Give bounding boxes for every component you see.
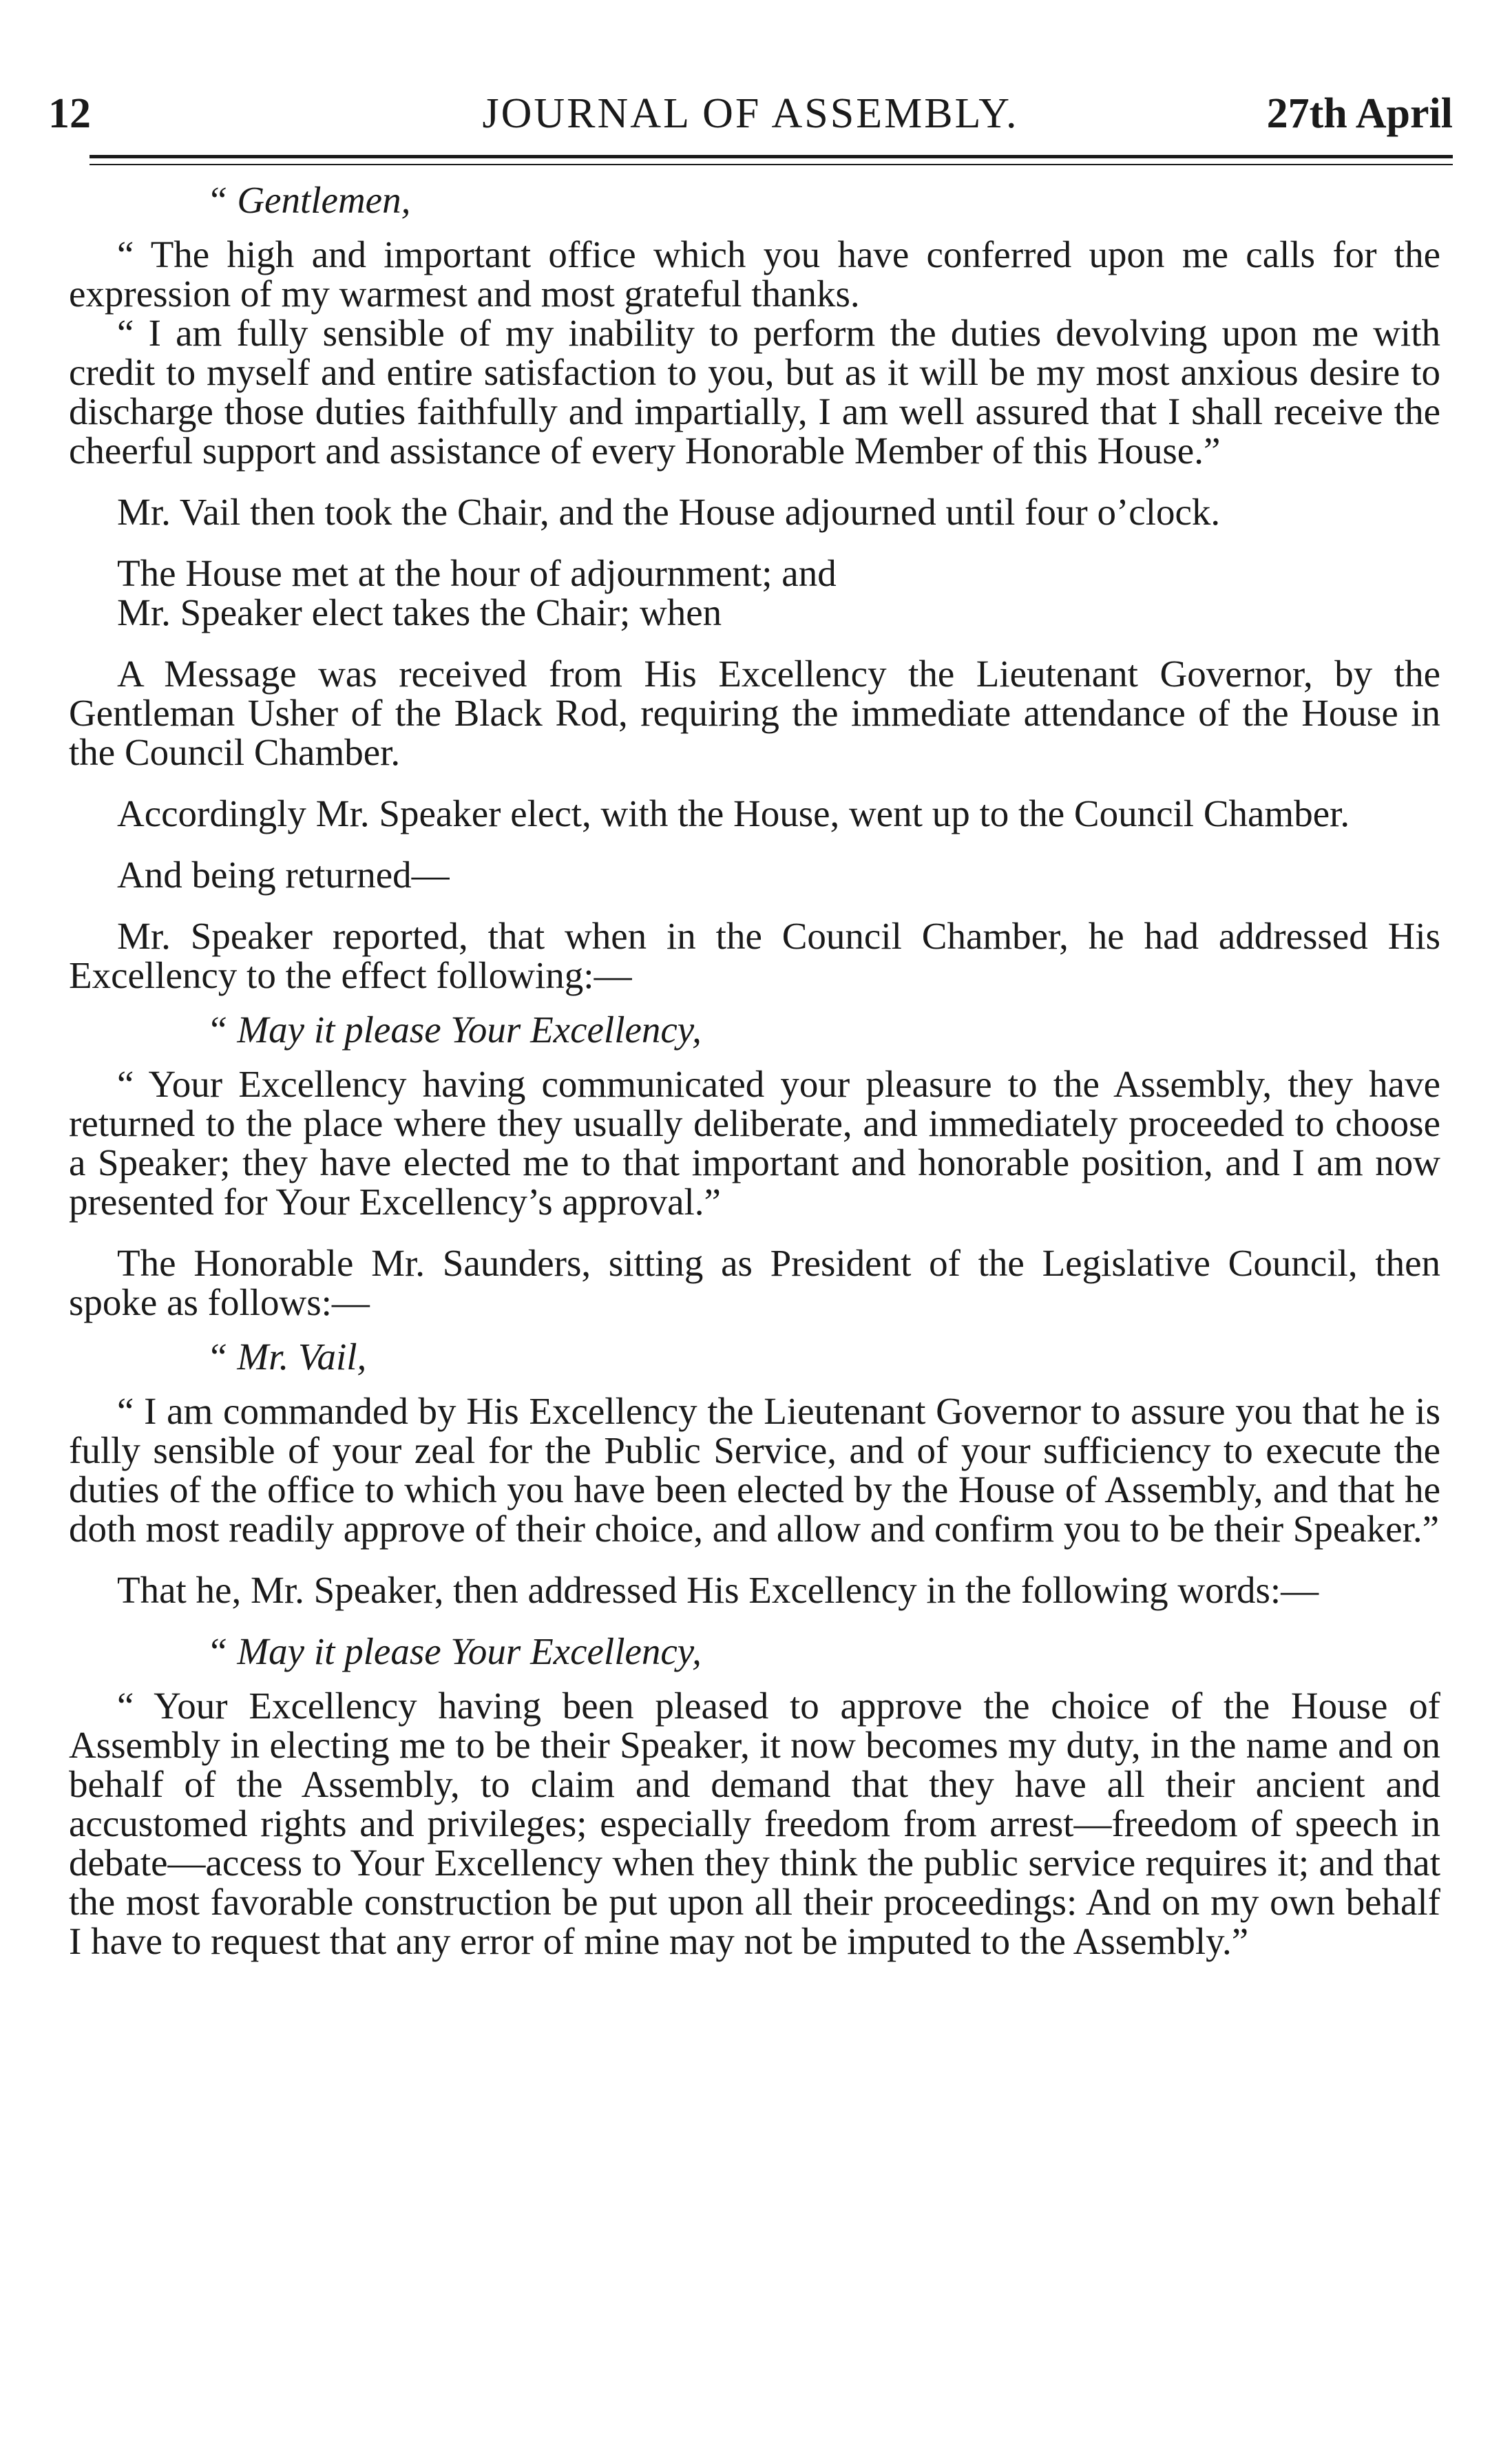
speech-paragraph: “ Your Excellency having communicated your pleasure to the Assembly, they have returned to the place where they usually deliberate, and immediately proceeded to choose a Speaker; they have elected me to that important and honorable position, and I am now presented for Your Excellency’s approval.”: [69, 1063, 1440, 1223]
journal-title: JOURNAL OF ASSEMBLY.: [482, 90, 1019, 137]
header-rule-thick: [90, 155, 1453, 158]
header-rule-thin: [90, 164, 1453, 165]
header-date: 27th April: [1266, 90, 1453, 137]
page-number: 12: [48, 90, 91, 137]
salutation-excellency: “ May it please Your Excellency,: [207, 1630, 702, 1672]
proceedings-paragraph: A Message was received from His Excellency the Lieutenant Governor, by the Gentleman Usher of the Black Rod, requiring the immediate attendance of the House in the Council Chamber.: [69, 653, 1440, 773]
proceedings-paragraph: Mr. Vail then took the Chair, and the House adjourned until four o’clock.: [117, 491, 1221, 533]
salutation-excellency: “ May it please Your Excellency,: [207, 1009, 702, 1051]
speech-paragraph: “ I am fully sensible of my inability to perform the duties devolving upon me with credit to myself and entire satisfaction to you, but as it will be my most anxious desire to discharge those duties faithfully and impartially, I am well assured that I shall receive the cheerful support and assistance of every Honorable Member of this House.”: [69, 312, 1440, 472]
proceedings-line: The House met at the hour of adjournment; and: [117, 552, 837, 594]
running-header: [48, 89, 1453, 145]
proceedings-paragraph: That he, Mr. Speaker, then addressed His Excellency in the following words:—: [117, 1569, 1319, 1611]
proceedings-paragraph: The Honorable Mr. Saunders, sitting as President of the Legislative Council, then spoke as follows:—: [69, 1242, 1440, 1323]
salutation-vail: “ Mr. Vail,: [207, 1336, 367, 1378]
speech-paragraph: “ The high and important office which you have conferred upon me calls for the expression of my warmest and most grateful thanks.: [69, 233, 1440, 315]
journal-body: [69, 180, 1440, 1961]
proceedings-paragraph: And being returned—: [117, 854, 450, 896]
proceedings-line: Mr. Speaker elect takes the Chair; when: [117, 591, 722, 633]
salutation-gentlemen: “ Gentlemen,: [207, 179, 411, 221]
speech-paragraph: “ I am commanded by His Excellency the Lieutenant Governor to assure you that he is fully sensible of your zeal for the Public Service, and of your sufficiency to execute the duties of the office to which you have been elected by the House of Assembly, and that he doth most readily approve of their choice, and allow and confirm you to be their Speaker.”: [69, 1390, 1440, 1550]
speech-paragraph: “ Your Excellency having been pleased to approve the choice of the House of Assembly in electing me to be their Speaker, it now becomes my duty, in the name and on behalf of the Assembly, to claim and demand that they have all their ancient and accustomed rights and privileges; especially freedom from arrest—freedom of speech in debate—access to Your Excellency when they think the public service requires it; and that the most favorable construction be put upon all their proceedings: And on my own behalf I have to request that any error of mine may not be imputed to the Assembly.”: [69, 1685, 1440, 1962]
proceedings-paragraph: Accordingly Mr. Speaker elect, with the House, went up to the Council Chamber.: [117, 792, 1350, 834]
proceedings-paragraph: Mr. Speaker reported, that when in the Council Chamber, he had addressed His Excellency to the effect following:—: [69, 915, 1440, 996]
